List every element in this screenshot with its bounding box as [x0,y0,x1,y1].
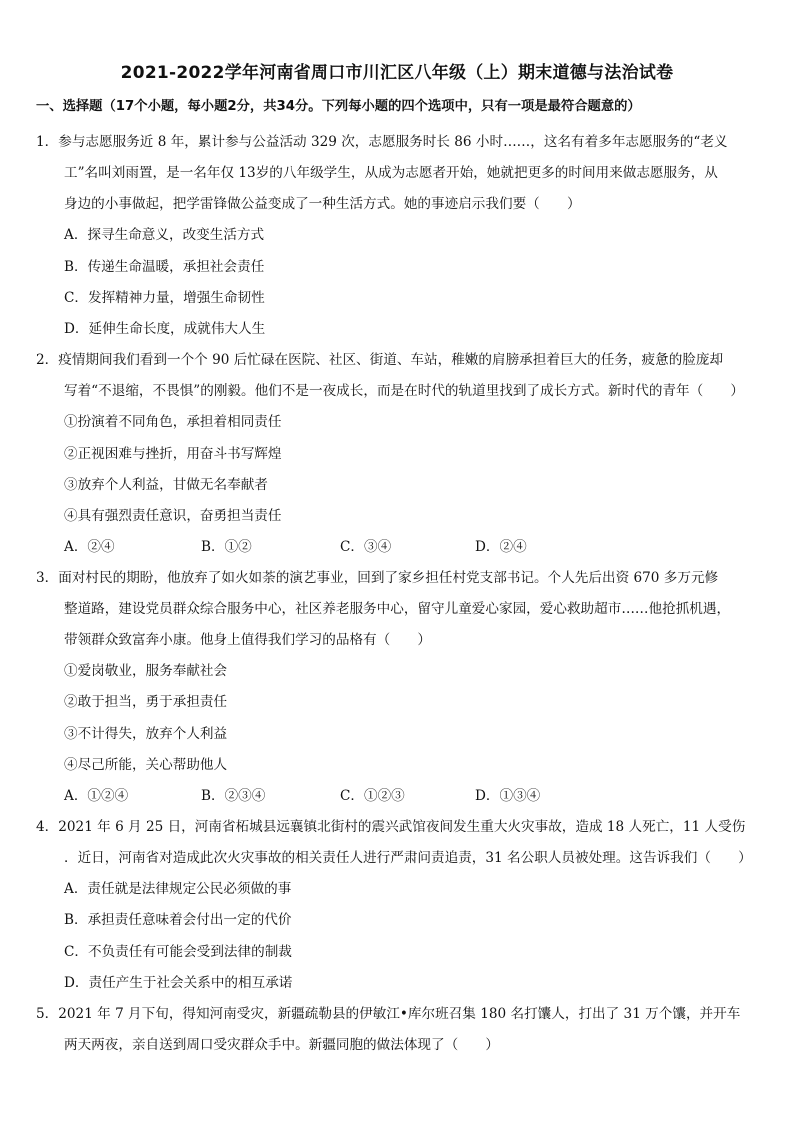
question-stem-line: 4．2021 年 6 月 25 日，河南省柘城县远襄镇北街村的震兴武馆夜间发生重大火灾事故，造成 18 人死亡，11 人受伤 [36,819,746,835]
question-stem-line: ．近日，河南省对造成此次火灾事故的相关责任人进行严肃问责追责，31 名公职人员被处理。这告诉我们（ ） [64,850,752,866]
option-c: C．不负责任有可能会受到法律的制裁 [64,944,292,960]
question-stem-line: 整道路，建设党员群众综合服务中心，社区养老服务中心，留守儿童爱心家园，爱心救助超市……他抢抓机遇， [64,601,731,617]
question-stem-line: 5．2021 年 7 月下旬，得知河南受灾，新疆疏勒县的伊敏江•库尔班召集 180 名打馕人，打出了 31 万个馕，并开车 [36,1006,741,1022]
choice-row [64,787,664,805]
question-stem-line: 3．面对村民的期盼，他放弃了如火如荼的演艺事业，回到了家乡担任村党支部书记。个人先后出资 670 多万元修 [36,570,719,586]
option-d: D．责任产生于社会关系中的相互承诺 [64,975,293,991]
question-stem-line: 工”名叫刘雨置，是一名年仅 13岁的八年级学生，从成为志愿者开始，她就把更多的时间用来做志愿服务，从 [64,165,718,181]
question-stem-line: 2．疫情期间我们看到一个个 90 后忙碌在医院、社区、街道、车站，稚嫩的肩膀承担着巨大的任务，疲惫的脸庞却 [36,352,724,368]
choice-b: B．②③④ [201,788,266,804]
statement-item: ④尽己所能，关心帮助他人 [64,757,228,773]
question-stem-line: 1．参与志愿服务近 8 年，累计参与公益活动 329 次，志愿服务时长 86 小时……，这名有着多年志愿服务的“老义 [36,134,728,150]
option-c: C．发挥精神力量，增强生命韧性 [64,290,265,306]
section-heading: 一、选择题（17个小题，每小题2分，共34分。下列每小题的四个选项中，只有一项是最符合题意的） [36,99,641,114]
question-stem-line: 身边的小事做起，把学雷锋做公益变成了一种生活方式。她的事迹启示我们要（ ） [64,196,581,212]
option-a: A．探寻生命意义，改变生活方式 [64,227,265,243]
choice-c: C．③④ [340,539,392,555]
statement-item: ③不计得失，放弃个人利益 [64,726,228,742]
question-stem-line: 带领群众致富奔小康。他身上值得我们学习的品格有（ ） [64,632,432,648]
statement-item: ③放弃个人利益，甘做无名奉献者 [64,477,268,493]
statement-item: ②敢于担当，勇于承担责任 [64,694,228,710]
statement-item: ①扮演着不同角色，承担着相同责任 [64,414,282,430]
choice-b: B．①② [201,539,252,555]
page-title: 2021-2022学年河南省周口市川汇区八年级（上）期末道德与法治试卷 [120,62,674,82]
option-b: B．传递生命温暖，承担社会责任 [64,259,265,275]
choice-c: C．①②③ [340,788,405,804]
question-stem-line: 两天两夜，亲自送到周口受灾群众手中。新疆同胞的做法体现了（ ） [64,1037,499,1053]
choice-row [64,538,664,556]
statement-item: ④具有强烈责任意识，奋勇担当责任 [64,508,282,524]
choice-d: D．②④ [475,539,527,555]
statement-item: ①爱岗敬业，服务奉献社会 [64,663,228,679]
option-b: B．承担责任意味着会付出一定的代价 [64,912,292,928]
choice-d: D．①③④ [475,788,541,804]
option-d: D．延伸生命长度，成就伟大人生 [64,321,266,337]
question-stem-line: 写着“不退缩，不畏惧”的刚毅。他们不是一夜成长，而是在时代的轨道里找到了成长方式。新时代的青年（ ） [64,383,744,399]
choice-a: A．②④ [64,539,115,555]
option-a: A．责任就是法律规定公民必须做的事 [64,881,292,897]
choice-a: A．①②④ [64,788,129,804]
statement-item: ②正视困难与挫折，用奋斗书写辉煌 [64,446,282,462]
